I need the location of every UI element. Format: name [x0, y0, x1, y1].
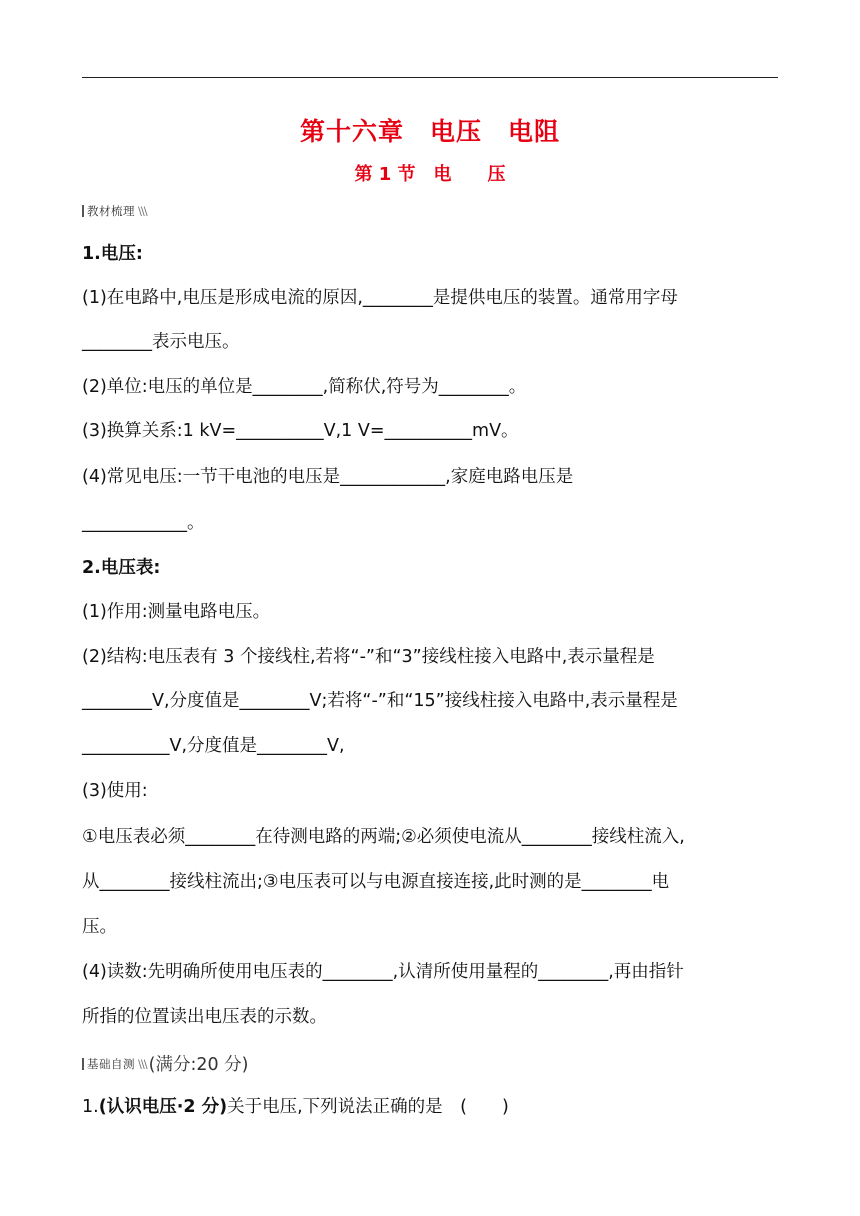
question-number: 1.: [82, 1097, 99, 1117]
text-line: (1)作用:测量电路电压。: [82, 602, 271, 622]
text-line: (2)单位:电压的单位是________,简称伏,符号为________。: [82, 377, 527, 397]
chapter-title: 第十六章 电压 电阻: [299, 117, 560, 146]
text-line: __________V,分度值是________V,: [82, 736, 345, 756]
text-line: 所指的位置读出电压表的示数。: [82, 1007, 327, 1027]
section-title: 第 1 节 电 压: [354, 164, 506, 185]
question-1: [82, 1096, 509, 1118]
text-line: (1)在电路中,电压是形成电流的原因,________是提供电压的装置。通常用字母: [82, 288, 678, 308]
text-line: ①电压表必须________在待测电路的两端;②必须使电流从________接线柱流入,: [82, 827, 685, 847]
text-line: 从________接线柱流出;③电压表可以与电源直接连接,此时测的是________电: [82, 872, 670, 892]
tag-bar-icon: [82, 205, 84, 217]
question-text: 关于电压,下列说法正确的是 ( ): [227, 1097, 509, 1117]
heading-voltmeter: 2.电压表:: [82, 558, 161, 578]
heading-voltage: 1.电压:: [82, 244, 143, 264]
score-note: (满分:20 分): [148, 1055, 249, 1075]
tag-label: 基础自测: [87, 1056, 135, 1071]
text-line: (4)读数:先明确所使用电压表的________,认清所使用量程的________,再由指针: [82, 962, 684, 982]
text-line: (2)结构:电压表有 3 个接线柱,若将“-”和“3”接线柱接入电路中,表示量程是: [82, 647, 655, 667]
section-tag-textbook: [82, 203, 147, 219]
text-line: ____________。: [82, 513, 205, 533]
question-topic: (认识电压·2 分): [98, 1097, 228, 1117]
text-line: ________表示电压。: [82, 332, 240, 352]
section-tag-self-test: [82, 1051, 249, 1076]
tag-bar-icon: [82, 1058, 84, 1070]
text-line: (3)使用:: [82, 781, 148, 801]
tag-label: 教材梳理: [87, 204, 135, 218]
tag-hatch-icon: \\\: [138, 1056, 147, 1071]
header-rule: [82, 77, 778, 78]
text-line: ________V,分度值是________V;若将“-”和“15”接线柱接入电路中,表示量程是: [82, 691, 678, 711]
text-line: (4)常见电压:一节干电池的电压是____________,家庭电路电压是: [82, 467, 574, 487]
tag-hatch-icon: \\\: [138, 204, 147, 218]
text-line: (3)换算关系:1 kV=__________V,1 V=__________mV。: [82, 421, 519, 441]
text-line: 压。: [82, 917, 117, 937]
